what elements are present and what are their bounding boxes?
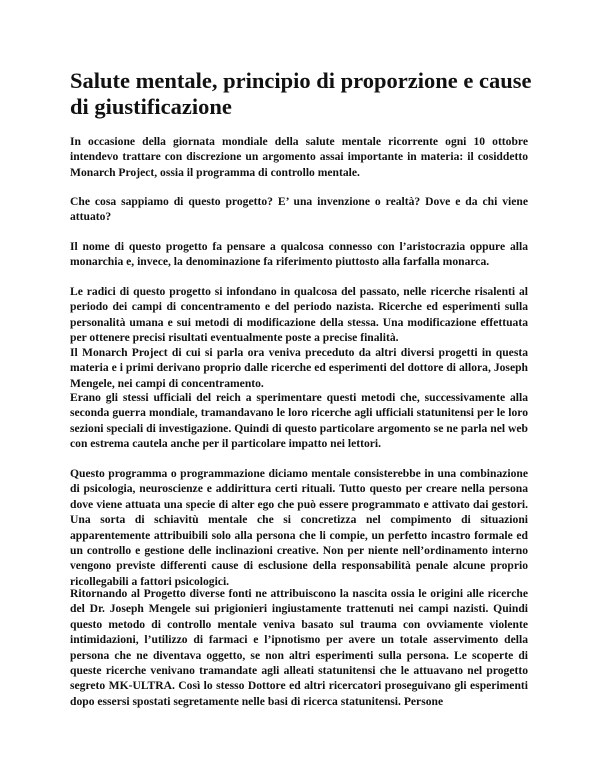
paragraph-2: Che cosa sappiamo di questo progetto? E’ una invenzione o realtà? Dove e da chi viene attuato? bbox=[70, 195, 528, 224]
paragraph-5: Il Monarch Project di cui si parla ora veniva preceduto da altri diversi progetti in questa materia e i primi derivano proprio dalle ricerche ed esperimenti del dottore di allora, Joseph Mengele, nei campi di concentramento. bbox=[70, 346, 528, 390]
paragraph-1: In occasione della giornata mondiale della salute mentale ricorrente ogni 10 ottobre intendevo trattare con discrezione un argomento assai importante in materia: il cosiddetto Monarch Project, ossia il programma di controllo mentale. bbox=[70, 135, 528, 179]
page-title: Salute mentale, principio di proporzione e cause di giustificazione bbox=[70, 68, 532, 119]
paragraph-8: Ritornando al Progetto diverse fonti ne attribuiscono la nascita ossia le origini alle ricerche del Dr. Joseph Mengele sui prigionieri ingiustamente trattenuti nei campi nazisti. Quindi questo metodo di controllo mentale veniva basato sul trauma con ovviamente violente intimidazioni, l’utilizzo di farmaci e l’ipnotismo per avere un totale asservimento della persona che ne diventava oggetto, se non altri esperimenti sulla persona. Le scoperte di queste ricerche venivano tramandate agli alleati statunitensi che le attuavano nel progetto segreto MK-ULTRA. Così lo stesso Dottore ed altri ricercatori proseguivano gli esperimenti dopo essersi spostati segretamente nelle basi di ricerca statunitensi. Persone bbox=[70, 587, 528, 708]
paragraph-3: Il nome di questo progetto fa pensare a qualcosa connesso con l’aristocrazia oppure alla monarchia e, invece, la denominazione fa riferimento piuttosto alla farfalla monarca. bbox=[70, 240, 528, 269]
paragraph-7: Questo programma o programmazione diciamo mentale consisterebbe in una combinazione di psicologia, neuroscienze e addirittura certi rituali. Tutto questo per creare nella persona dove viene attuata una specie di alter ego che può essere programmato e attivato dai gestori. Una sorta di schiavitù mentale che si concretizza nel compimento di situazioni apparentemente attribuibili solo alla persona che li compie, un perfetto incastro formale ed un controllo e gestione delle inclinazioni creative. Non per niente nell’ordinamento interno vengono previste differenti cause di esclusione della responsabilità penale alcune proprio ricollegabili a fattori psicologici. bbox=[70, 467, 528, 588]
paragraph-6: Erano gli stessi ufficiali del reich a sperimentare questi metodi che, successivamente alla seconda guerra mondiale, tramandavano le loro ricerche agli ufficiali statunitensi per le loro sezioni speciali di investigazione. Quindi di questo particolare argomento se ne parla nel web con estrema cautela anche per il particolare impatto nei lettori. bbox=[70, 391, 528, 451]
paragraph-4: Le radici di questo progetto si infondano in qualcosa del passato, nelle ricerche risalenti al periodo dei campi di concentramento e del periodo nazista. Ricerche ed esperimenti sulla personalità umana e sui metodi di modificazione della stessa. Una modificazione effettuata per ottenere precisi risultati eventualmente poste a precise finalità. bbox=[70, 285, 528, 345]
